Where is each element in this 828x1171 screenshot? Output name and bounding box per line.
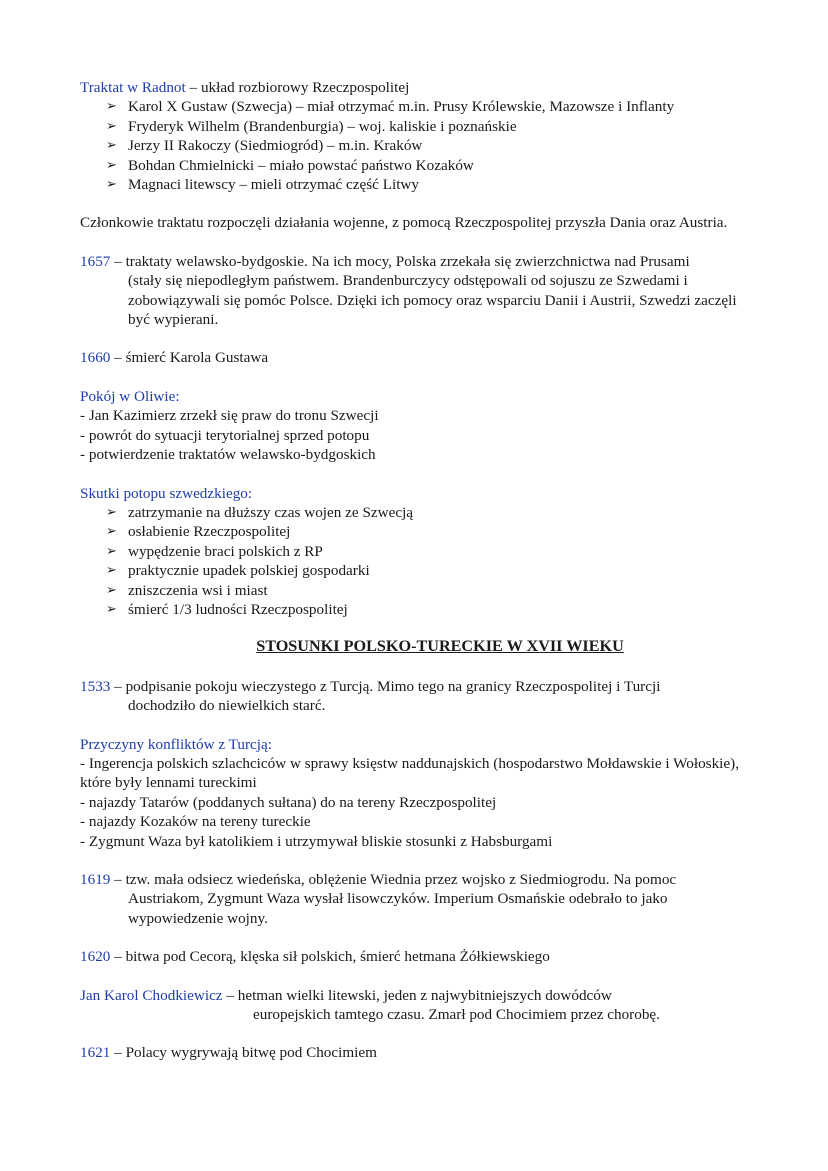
arrowhead-bullet-icon: ➢ <box>106 582 117 598</box>
entry-1621: 1621 – Polacy wygrywają bitwę pod Chocimiem <box>80 1044 377 1062</box>
list-item: - potwierdzenie traktatów welawsko-bydgoskich <box>80 446 376 464</box>
list-item: ➢ Bohdan Chmielnicki – miało powstać państwo Kozaków <box>106 156 474 174</box>
list-item: ➢ śmierć 1/3 ludności Rzeczpospolitej <box>106 600 348 618</box>
entry-1620: 1620 – bitwa pod Cecorą, klęska sił polskich, śmierć hetmana Żółkiewskiego <box>80 948 550 966</box>
entry-1533: 1533 – podpisanie pokoju wieczystego z Turcją. Mimo tego na granicy Rzeczpospolitej i Turcji <box>80 677 661 695</box>
radnot-list <box>80 97 760 194</box>
skutki-title: Skutki potopu szwedzkiego: <box>80 484 253 502</box>
entry-1660: 1660 – śmierć Karola Gustawa <box>80 349 269 367</box>
list-item: ➢ Karol X Gustaw (Szwecja) – miał otrzymać m.in. Prusy Królewskie, Mazowsze i Inflanty <box>106 98 675 116</box>
section-heading: STOSUNKI POLSKO-TURECKIE W XVII WIEKU <box>256 637 624 656</box>
arrowhead-bullet-icon: ➢ <box>106 504 117 520</box>
radnot-heading <box>80 78 760 97</box>
oliwa-title: Pokój w Oliwie: <box>80 387 180 405</box>
list-item: - Jan Kazimierz zrzekł się praw do tronu Szwecji <box>80 407 379 425</box>
entry-1619-continued: Austriakom, Zygmunt Waza wysłał lisowczyków. Imperium Osmańskie odebrało to jako wypowiedzenie wojny. <box>128 890 668 927</box>
arrowhead-bullet-icon: ➢ <box>106 601 117 617</box>
list-item: ➢ osłabienie Rzeczpospolitej <box>106 523 291 541</box>
list-item: ➢ zniszczenia wsi i miast <box>106 581 268 599</box>
year-1621: 1621 <box>80 1044 111 1062</box>
year-1619: 1619 <box>80 871 111 888</box>
year-1660: 1660 <box>80 349 111 367</box>
list-item: ➢ zatrzymanie na dłuższy czas wojen ze Szwecją <box>106 503 414 521</box>
arrowhead-bullet-icon: ➢ <box>106 99 117 115</box>
entry-1619: 1619 – tzw. mała odsiecz wiedeńska, oblężenie Wiednia przez wojsko z Siedmiogrodu. Na pomoc <box>80 871 677 888</box>
entry-1533-continued: dochodziło do niewielkich starć. <box>128 697 326 715</box>
entry-1657: 1657 – traktaty welawsko-bydgoskie. Na ich mocy, Polska zrzekała się zwierzchnictwa nad Prusami <box>80 252 690 270</box>
year-1657: 1657 <box>80 252 111 270</box>
list-item: ➢ Jerzy II Rakoczy (Siedmiogród) – m.in. Kraków <box>106 137 423 155</box>
list-item: - Ingerencja polskich szlachciców w sprawy księstw naddunajskich (hospodarstwo Mołdawskie i Wołoskie), które były lennami tureckimi <box>80 754 740 792</box>
entry-chodkiewicz: Jan Karol Chodkiewicz – hetman wielki litewski, jeden z najwybitniejszych dowódców <box>80 986 612 1004</box>
year-1533: 1533 <box>80 677 111 695</box>
radnot-title: Traktat w Radnot <box>80 79 186 96</box>
arrowhead-bullet-icon: ➢ <box>106 563 117 579</box>
skutki-list <box>80 503 760 619</box>
entry-chodkiewicz-continued: europejskich tamtego czasu. Zmarł pod Chocimiem przez chorobę. <box>253 1006 660 1024</box>
arrowhead-bullet-icon: ➢ <box>106 524 117 540</box>
arrowhead-bullet-icon: ➢ <box>106 177 117 193</box>
list-item: - najazdy Tatarów (poddanych sułtana) do na tereny Rzeczpospolitej <box>80 793 497 811</box>
list-item: - powrót do sytuacji terytorialnej sprzed potopu <box>80 426 370 444</box>
document-page <box>80 78 760 1063</box>
chodkiewicz-name: Jan Karol Chodkiewicz <box>80 986 223 1004</box>
list-item: ➢ Fryderyk Wilhelm (Brandenburgia) – woj. kaliskie i poznańskie <box>106 117 517 135</box>
members-paragraph: Członkowie traktatu rozpoczęli działania wojenne, z pomocą Rzeczpospolitej przyszła Dania oraz Austria. <box>80 214 728 232</box>
przyczyny-title: Przyczyny konfliktów z Turcją: <box>80 735 272 753</box>
list-item: ➢ praktycznie upadek polskiej gospodarki <box>106 562 370 580</box>
entry-1657-continued: (stały się niepodległym państwem. Brandenburczycy odstępowali od sojuszu ze Szwedami i zobowiązywali się pomóc Polsce. Dzięki ich pomocy oraz wsparciu Danii i Austrii, Szwedzi zaczęli być wypierani. <box>128 272 737 329</box>
list-item: ➢ wypędzenie braci polskich z RP <box>106 542 323 560</box>
list-item: - Zygmunt Waza był katolikiem i utrzymywał bliskie stosunki z Habsburgami <box>80 832 553 850</box>
year-1620: 1620 <box>80 948 111 966</box>
radnot-title-rest: – układ rozbiorowy Rzeczpospolitej <box>185 79 410 96</box>
arrowhead-bullet-icon: ➢ <box>106 543 117 559</box>
arrowhead-bullet-icon: ➢ <box>106 157 117 173</box>
arrowhead-bullet-icon: ➢ <box>106 118 117 134</box>
list-item: - najazdy Kozaków na tereny tureckie <box>80 813 311 831</box>
arrowhead-bullet-icon: ➢ <box>106 138 117 154</box>
list-item: ➢ Magnaci litewscy – mieli otrzymać część Litwy <box>106 176 419 194</box>
